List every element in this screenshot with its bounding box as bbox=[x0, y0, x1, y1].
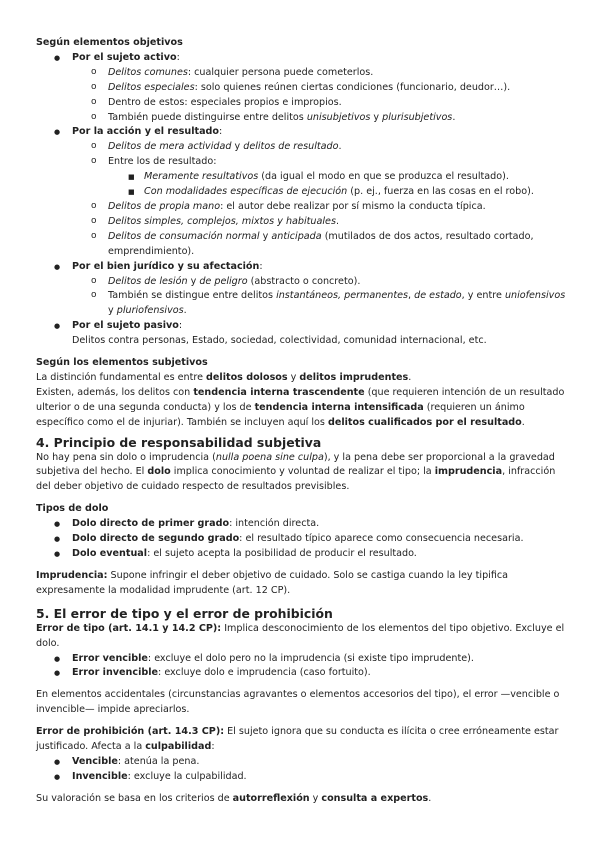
paragraph: En elementos accidentales (circunstancias agravantes o elementos accesorios del tipo), el error —vencible o invencible— impide apreciarlos. bbox=[36, 689, 560, 716]
paragraph: Su valoración se basa en los criterios de autorreflexión y consulta a expertos. bbox=[36, 792, 432, 804]
list-item: ● Por el sujeto activo: o Delitos comunes: cualquier persona puede cometerlos. o Delitos especiales: solo quienes reúnen ciertas condiciones (funcionario, deudor…). o Dentro de estos: especiales propios e impropios. o También puede distinguirse entre delitos unisubjetivos y plurisubjetivos. bbox=[36, 51, 568, 126]
paragraph: No hay pena sin dolo o imprudencia (nulla poena sine culpa), y la pena debe ser proporcional a la gravedad subjetiva del hecho. El dolo implica conocimiento y voluntad de realizar el tipo; la imprudencia, infracción del deber objetivo de cuidado respecto de resultados previsibles. bbox=[36, 451, 556, 493]
accion-sublist bbox=[72, 140, 568, 259]
section-heading-objetivos: Según elementos objetivos bbox=[36, 37, 183, 48]
list-item: ● Dolo directo de primer grado: intención directa. bbox=[36, 517, 568, 532]
list-item: ● Por el bien jurídico y su afectación: o Delitos de lesión y de peligro (abstracto o concreto). o También se distingue entre delitos instantáneos, permanentes, de estado, y entre uniofensivos y pluriofensivos. bbox=[36, 260, 568, 320]
paragraph: Error de tipo (art. 14.1 y 14.2 CP): Implica desconocimiento de los elementos del tipo objetivo. Excluye el dolo. bbox=[36, 622, 565, 649]
list-item: ● Error vencible: excluye el dolo pero no la imprudencia (si existe tipo imprudente). bbox=[36, 652, 568, 667]
section-heading-subjetivos: Según los elementos subjetivos bbox=[36, 357, 208, 369]
list-item: ■ Con modalidades específicas de ejecución (p. ej., fuerza en las cosas en el robo). bbox=[108, 185, 568, 200]
paragraph: Error de prohibición (art. 14.3 CP): El sujeto ignora que su conducta es ilícita o cree erróneamente estar justificado. Afecta a la culpabilidad: bbox=[36, 726, 559, 753]
list-item: o Delitos especiales: solo quienes reúnen ciertas condiciones (funcionario, deudor…). bbox=[72, 81, 568, 96]
list-item: ● Vencible: atenúa la pena. bbox=[36, 755, 568, 770]
section-heading-5: 5. El error de tipo y el error de prohibición bbox=[36, 605, 333, 621]
list-item: o Delitos de lesión y de peligro (abstracto o concreto). bbox=[72, 275, 568, 290]
list-item: ● Error invencible: excluye dolo e imprudencia (caso fortuito). bbox=[36, 666, 568, 681]
list-item: o Delitos comunes: cualquier persona puede cometerlos. bbox=[72, 66, 568, 81]
paragraph: Imprudencia: Supone infringir el deber objetivo de cuidado. Solo se castiga cuando la ley tipifica expresamente la modalidad imprudente (art. 12 CP). bbox=[36, 569, 509, 596]
list-item: o Delitos de mera actividad y delitos de resultado. bbox=[72, 140, 568, 155]
document-page bbox=[36, 36, 568, 807]
error-prohibicion-list bbox=[36, 755, 568, 785]
objetivos-list bbox=[36, 51, 568, 349]
paragraph: Existen, además, los delitos con tendencia interna trascendente (que requieren intención de un resultado ulterior o de una segunda conducta) y los de tendencia interna intensificada (requieren un ánimo específico como el de injuriar). También se incluyen aquí los delitos cualificados por el resultado. bbox=[36, 386, 565, 428]
dolo-list bbox=[36, 517, 568, 562]
paragraph: La distinción fundamental es entre delitos dolosos y delitos imprudentes. bbox=[36, 371, 412, 383]
list-item: ● Por la acción y el resultado: o Delitos de mera actividad y delitos de resultado. o Entre los de resultado: ■ Meramente resultativos (da igual el modo en que se produzca el resultado). ■ Con modalidades específicas de ejecución (p. ej., fuerza en las cosas en el robo). o Delitos de propia mano: el autor debe realizar por sí mismo la conducta típica. o Delitos simples, complejos, mixtos y habituales. o Delitos de consumación normal y anticipada (mutilados de dos actos, resultado cortado, emprendimiento). bbox=[36, 125, 568, 259]
list-item: o Dentro de estos: especiales propios e impropios. bbox=[72, 96, 568, 111]
list-item: ● Dolo eventual: el sujeto acepta la posibilidad de producir el resultado. bbox=[36, 547, 568, 562]
list-item: ■ Meramente resultativos (da igual el modo en que se produzca el resultado). bbox=[108, 170, 568, 185]
list-item: o Delitos simples, complejos, mixtos y habituales. bbox=[72, 215, 568, 230]
activo-sublist bbox=[72, 66, 568, 126]
list-item: o Delitos de consumación normal y anticipada (mutilados de dos actos, resultado cortado, emprendimiento). bbox=[72, 230, 568, 260]
subheading-tipos-dolo: Tipos de dolo bbox=[36, 503, 109, 515]
list-item: ● Invencible: excluye la culpabilidad. bbox=[36, 770, 568, 785]
list-item: ● Por el sujeto pasivo: Delitos contra personas, Estado, sociedad, colectividad, comunidad internacional, etc. bbox=[36, 319, 568, 349]
list-item: o Entre los de resultado: ■ Meramente resultativos (da igual el modo en que se produzca el resultado). ■ Con modalidades específicas de ejecución (p. ej., fuerza en las cosas en el robo). bbox=[72, 155, 568, 200]
error-tipo-list bbox=[36, 652, 568, 682]
bien-sublist bbox=[72, 275, 568, 320]
section-heading-4: 4. Principio de responsabilidad subjetiva bbox=[36, 434, 322, 450]
list-item: o Delitos de propia mano: el autor debe realizar por sí mismo la conducta típica. bbox=[72, 200, 568, 215]
list-item: o También se distingue entre delitos instantáneos, permanentes, de estado, y entre uniofensivos y pluriofensivos. bbox=[72, 289, 568, 319]
list-item: o También puede distinguirse entre delitos unisubjetivos y plurisubjetivos. bbox=[72, 111, 568, 126]
list-item: ● Dolo directo de segundo grado: el resultado típico aparece como consecuencia necesaria. bbox=[36, 532, 568, 547]
resultado-sublist bbox=[108, 170, 568, 200]
